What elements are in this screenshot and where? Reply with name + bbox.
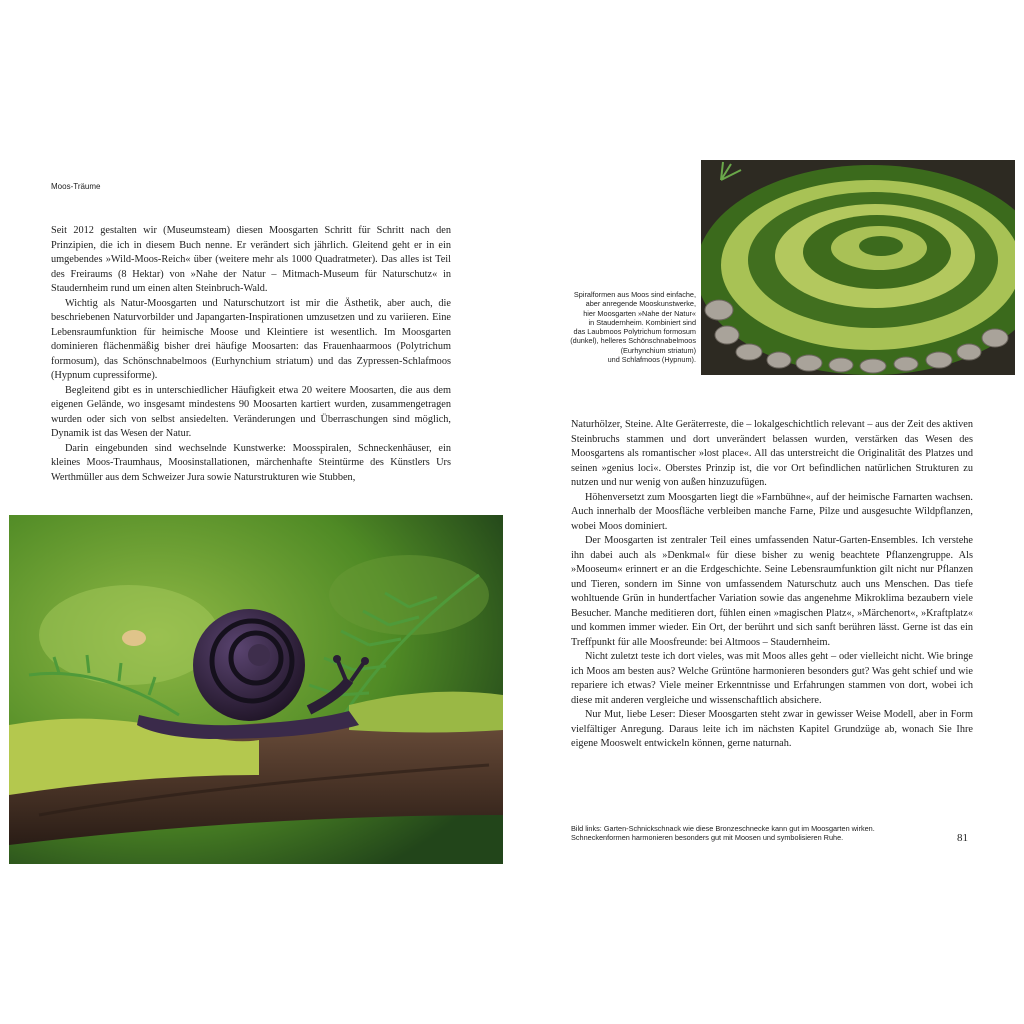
paragraph: Darin eingebunden sind wechselnde Kunstwerke: Moosspiralen, Schneckenhäuser, ein kleines Moos-Traumhaus, Moosinstallationen, märchenhafte Steintürme des Künstlers Urs Werthmüller aus dem Schweizer Jura sowie Naturstrukturen wie Stubben, [51,442,451,483]
left-text-column [51,224,451,485]
caption-line: (dunkel), helleres Schönschnabelmoos [570,336,696,346]
caption-line: Spiralformen aus Moos sind einfache, [573,290,696,299]
caption-line: aber anregende Mooskunstwerke, [585,299,696,309]
paragraph: Begleitend gibt es in unterschiedlicher Häufigkeit etwa 20 weitere Moosarten, die aus dem eigenen Gelände, wo insgesamt mindestens 90 Moosarten kartiert wurden, zusammengetragen wurden oder sich von selbst ansiedelten. Veränderungen und Überraschungen sind möglich, Dynamik ist das Wesen der Natur. [51,384,451,439]
caption-line: hier Moosgarten »Nahe der Natur« [583,308,696,318]
caption-line: Schneckenformen harmonieren besonders gut mit Moosen und symbolisieren Ruhe. [571,833,844,843]
caption-line: in Staudernheim. Kombiniert sind [588,317,696,327]
caption-line: (Eurhynchium striatum) [620,345,696,355]
snail-photo [9,515,503,864]
paragraph: Nur Mut, liebe Leser: Dieser Moosgarten steht zwar in gewisser Weise Modell, aber in Form vielfältiger Anregung. Daraus leite ich im nächsten Kapitel Grundzüge ab, wonach Sie Ihre eigene Mooswelt entwickeln können, gerne naturnah. [571,709,973,749]
bottom-caption [571,824,921,843]
photo-caption [540,290,696,364]
right-text-column [571,418,973,752]
caption-line: das Laubmoos Polytrichum formosum [573,327,696,337]
running-head: Moos-Träume [51,182,101,191]
caption-line: Bild links: Garten-Schnickschnack wie diese Bronzeschnecke kann gut im Moosgarten wirken. [571,824,875,833]
paragraph: Wichtig als Natur-Moosgarten und Naturschutzort ist mir die Ästhetik, aber auch, die beschriebenen Naturvorbilder und Japangarten-Inspirationen umzusetzen und zu variieren. Eine Lebensraumfunktion für heimische Moose und Kleintiere ist wesentlich. Im Moosgarten dominieren flächenmäßig bisher drei häufige Moosarten: das Frauenhaarmoos (Polytrichum formosum), das Schönschnabelmoos (Eurhynchium striatum) und das Zypressen-Schlafmoos (Hypnum cupressiforme). [51,297,451,381]
caption-line: und Schlafmoos (Hypnum). [607,355,696,365]
paragraph: Naturhölzer, Steine. Alte Geräterreste, die – lokalgeschichtlich relevant – aus der Zeit des aktiven Steinbruchs stammen und dort unverändert belassen wurden, verstärken das Wesen des Moosgartens als romantischer »lost place«. All das unterstreicht die Originalität des Platzes und seinen »genius loci«. Oberstes Prinzip ist, die vor Ort befindlichen natürlichen Strukturen zu nutzen und nur wenig von außen hinzuzufügen. [571,419,973,488]
paragraph: Nicht zuletzt teste ich dort vieles, was mit Moos alles geht – oder vielleicht nicht. Wie bringe ich Moos am besten aus? Welche Grüntöne harmonieren besonders gut? Was geht schief und wie repariere ich etwas? Viele meiner Erkenntnisse und Erfahrungen stammen von dort, wobei ich diese mit anderen vergleiche und wissenschaftlich absichere. [571,651,973,706]
moss-spiral-photo [701,160,1015,375]
paragraph: Der Moosgarten ist zentraler Teil eines umfassenden Natur-Garten-Ensembles. Ich verstehe ihn dabei auch als »Denkmal« für diese bisher zu wenig beachtete Pflanzengruppe. Als »Mooseum« erinnert er an die Erdgeschichte. Seine Lebensraumfunktion gilt nicht nur Pflanzen und Tieren, sondern im Sinne von umfassendem Naturschutz auch uns Menschen. Das tiefe wohltuende Grün in hundertfacher Variation sowie das angenehme Mikroklima bezaubern viele Besucher. Manche meditieren dort, fühlen einen »magischen Platz«, »Märchenort«, »Kraftplatz« und kommen immer wieder. Ein Ort, der berührt und sich sanft berühren lässt. Gerne ist das ein Treffpunkt für alle Moosfreunde: bei Altmoos – Staudernheim. [571,535,973,648]
paragraph: Seit 2012 gestalten wir (Museumsteam) diesen Moosgarten Schritt für Schritt nach den Prinzipien, die ich in diesem Buch nenne. Er verändert sich jährlich. Gleitend geht er in ein umgebendes »Wild-Moos-Reich« über (weitere mehr als 1000 Quadratmeter). Das alles ist Teil des Freiraums (8 Hektar) von »Nahe der Natur – Mitmach-Museum für Naturschutz« in Staudernheim rund um einen alten Steinbruch-Wald. [51,225,451,294]
paragraph: Höhenversetzt zum Moosgarten liegt die »Farnbühne«, auf der heimische Farnarten wachsen. Auch innerhalb der Moosfläche verbleiben manche Farne, Pilze und ausgesuchte Wildpflanzen, wobei Moos dominiert. [571,491,973,532]
page-number: 81 [957,832,968,844]
